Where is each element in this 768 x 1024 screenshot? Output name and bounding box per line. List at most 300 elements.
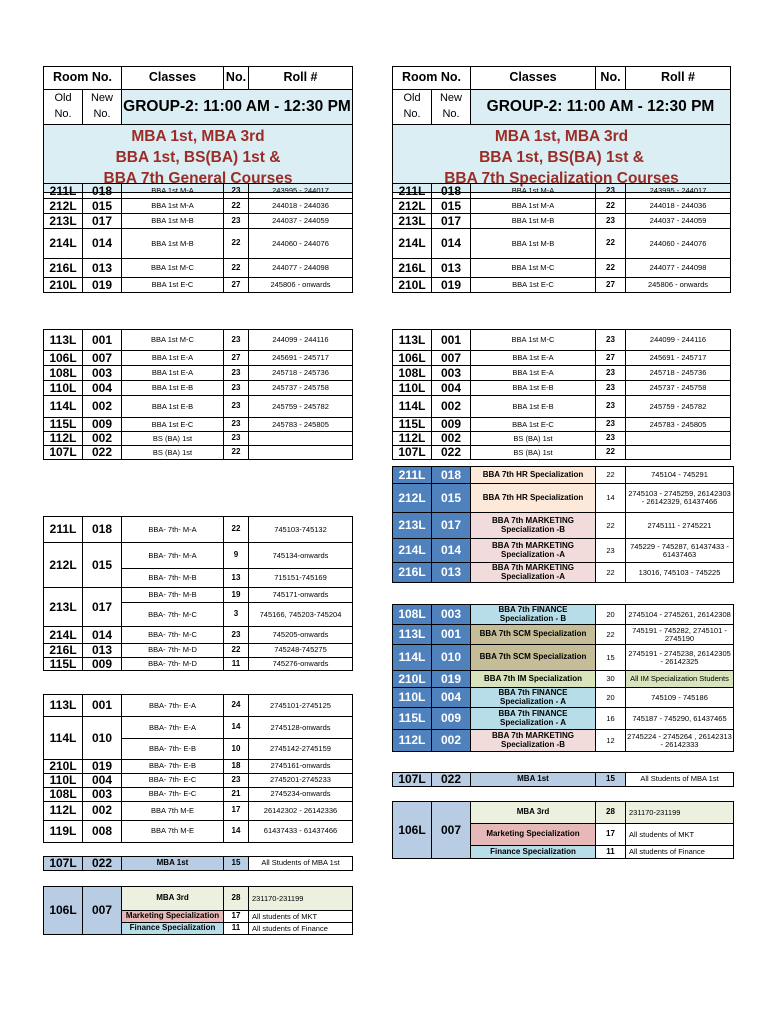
student-count: 11 [224,923,249,935]
roll-range: All students of MKT [626,824,734,846]
right-title-line3: BBA 7th Specialization Courses [444,169,679,187]
new-room-no: 002 [432,432,471,446]
student-count: 22 [224,259,249,278]
table-row [44,773,353,787]
table-row [393,645,734,671]
class-name: BBA 7th FINANCE Specialization - B [471,605,596,625]
class-name: BBA- 7th- E-B [122,739,224,760]
old-room-no: 107L [44,446,83,460]
student-count: 22 [596,199,626,214]
new-room-no: 022 [83,857,122,871]
class-name: BBA- 7th- E-A [122,717,224,739]
table-row [44,259,353,278]
student-count: 27 [224,351,249,366]
student-count: 23 [224,366,249,381]
right-title-line1: MBA 1st, MBA 3rd [494,128,629,145]
student-count: 23 [224,330,249,351]
student-count: 21 [224,787,249,801]
student-count: 20 [596,688,626,708]
roll-range: 61437433 - 61437466 [249,820,353,842]
roll-range: 745276-onwards [249,657,353,671]
student-count: 22 [596,563,626,583]
new-room-no: 003 [432,366,471,381]
old-room-no: 212L [44,199,83,214]
no-label: No. [596,67,626,90]
student-count: 16 [596,708,626,730]
classes-label: Classes [471,67,596,90]
left-mba3 [43,886,352,935]
table-row [44,184,353,199]
new-no-label: New No. [83,90,122,125]
table-row [393,351,731,366]
table-row [44,418,353,432]
old-room-no: 112L [44,801,83,820]
table-row [44,396,353,418]
mba3-table [43,886,353,935]
new-room-no: 014 [83,229,122,259]
student-count: 23 [224,396,249,418]
new-room-no: 004 [83,773,122,787]
right-mba3 [392,801,733,859]
class-name: MBA 1st [122,857,224,871]
student-count: 15 [224,857,249,871]
old-room-no: 214L [393,229,432,259]
table-row [393,625,734,645]
class-name: Marketing Specialization [471,824,596,846]
student-count: 22 [224,199,249,214]
old-room-no: 210L [393,671,432,688]
old-room-no: 108L [393,605,432,625]
student-count: 22 [596,513,626,539]
student-count: 15 [596,773,626,787]
roll-range: 745109 - 745186 [626,688,734,708]
roll-range: 244060 - 244076 [249,229,353,259]
old-room-no: 110L [393,381,432,396]
table-row [393,214,731,229]
class-name: BBA- 7th- M-A [122,543,224,569]
roll-range: 243995 - 244017 [249,184,353,199]
no-label: No. [224,67,249,90]
student-count: 22 [596,446,626,460]
class-name: BBA 7th HR Specialization [471,484,596,513]
old-room-no: 112L [393,730,432,752]
class-name: BBA 1st M-A [471,199,596,214]
table-row [393,802,734,824]
new-room-no: 013 [83,644,122,658]
new-room-no: 009 [432,708,471,730]
student-count: 23 [224,773,249,787]
mba3-table [392,801,734,859]
roll-range: All Students of MBA 1st [626,773,734,787]
class-name: BBA 1st M-A [122,199,224,214]
old-room-no: 214L [44,229,83,259]
class-name: BBA 1st E-C [122,418,224,432]
class-name: BBA- 7th- M-C [122,627,224,644]
roll-range: 2745103 - 2745259, 26142303 - 26142329, 61437466 [626,484,734,513]
right-mba1 [392,772,733,787]
old-room-no: 115L [44,418,83,432]
new-room-no: 017 [83,214,122,229]
new-room-no: 002 [432,396,471,418]
group-time: GROUP-2: 11:00 AM - 12:30 PM [471,90,731,125]
roll-range: 745229 - 745287, 61437433 - 61437463 [626,539,734,563]
table-row [44,627,353,644]
table-row [393,184,731,199]
new-room-no: 019 [432,671,471,688]
old-room-no: 113L [393,625,432,645]
old-room-no: 213L [393,513,432,539]
roll-range: 745205-onwards [249,627,353,644]
table-row [44,278,353,293]
old-room-no: 212L [393,484,432,513]
old-no-label: Old No. [44,90,83,125]
old-room-no: 119L [44,820,83,842]
right-header-grid [392,66,731,193]
old-room-no: 112L [44,432,83,446]
right-spec-1 [392,466,733,583]
table-row [44,543,353,569]
class-name: BBA 7th MARKETING Specialization -A [471,563,596,583]
class-name: BBA- 7th- M-B [122,588,224,603]
old-room-no: 110L [393,688,432,708]
roll-range: 2745191 - 2745238, 26142305 - 26142325 [626,645,734,671]
old-room-no: 216L [393,563,432,583]
class-name: BBA 1st M-B [122,229,224,259]
roll-range: 245691 - 245717 [626,351,731,366]
table-row [393,467,734,484]
student-count: 22 [224,517,249,543]
student-count: 10 [224,739,249,760]
table-row [393,259,731,278]
student-count: 24 [224,695,249,717]
new-room-no: 017 [83,588,122,627]
table-row [44,588,353,603]
student-count: 23 [596,330,626,351]
new-no-label: New No. [432,90,471,125]
student-count: 13 [224,569,249,588]
roll-range: 245737 - 245758 [626,381,731,396]
table-row [393,730,734,752]
class-name: BBA 7th FINANCE Specialization - A [471,688,596,708]
student-count: 3 [224,603,249,627]
group-time: GROUP-2: 11:00 AM - 12:30 PM [122,90,353,125]
roll-range: 745166, 745203-745204 [249,603,353,627]
new-room-no: 014 [432,539,471,563]
left-mba1 [43,856,352,871]
new-room-no: 007 [83,351,122,366]
new-room-no: 019 [83,278,122,293]
table-row [393,671,734,688]
student-count: 23 [596,396,626,418]
table-row [393,539,734,563]
new-room-no: 008 [83,820,122,842]
class-name: BBA 7th MARKETING Specialization -A [471,539,596,563]
old-room-no: 114L [393,645,432,671]
old-room-no: 214L [393,539,432,563]
block_d-table [43,694,353,843]
student-count: 12 [596,730,626,752]
roll-range: 245691 - 245717 [249,351,353,366]
new-room-no: 003 [83,366,122,381]
roll-range: 245806 - onwards [249,278,353,293]
class-name: BBA 1st E-A [471,366,596,381]
table-row [393,229,731,259]
classes-label: Classes [122,67,224,90]
class-name: BBA- 7th- M-D [122,644,224,658]
class-name: BBA 1st E-A [471,351,596,366]
right_spec1-table [392,466,734,583]
table-row [44,381,353,396]
new-room-no: 014 [432,229,471,259]
student-count: 14 [224,717,249,739]
roll-range [249,432,353,446]
class-name: BBA 1st E-C [471,418,596,432]
class-name: BBA- 7th- E-C [122,773,224,787]
class-name: BBA 1st M-C [122,330,224,351]
roll-range: 244018 - 244036 [626,199,731,214]
old-room-no: 114L [44,396,83,418]
right-spec-2 [392,604,733,752]
new-room-no: 001 [432,625,471,645]
student-count: 22 [224,644,249,658]
new-room-no: 013 [432,259,471,278]
table-row [44,351,353,366]
old-room-no: 210L [44,760,83,774]
roll-label: Roll # [626,67,731,90]
old-room-no: 211L [393,467,432,484]
mba1-table [43,856,353,871]
class-name: BBA 7th MARKETING Specialization -B [471,513,596,539]
student-count: 15 [596,645,626,671]
roll-range: 26142302 - 26142336 [249,801,353,820]
left-block-a [43,183,352,293]
old-room-no: 213L [44,588,83,627]
block_b-table [43,329,353,460]
roll-range: 2745128-onwards [249,717,353,739]
old-room-no: 114L [44,717,83,760]
table-row [393,418,731,432]
old-room-no: 106L [44,351,83,366]
old-room-no: 216L [44,644,83,658]
new-room-no: 007 [83,887,122,935]
new-room-no: 015 [83,543,122,588]
roll-range: 245759 - 245782 [626,396,731,418]
student-count: 22 [224,229,249,259]
mba1-table [392,772,734,787]
student-count: 9 [224,543,249,569]
roll-range: All students of Finance [249,923,353,935]
new-room-no: 007 [432,351,471,366]
old-room-no: 107L [393,773,432,787]
old-room-no: 213L [44,214,83,229]
old-room-no: 211L [393,184,432,199]
table-row [393,773,734,787]
roll-range: 231170-231199 [249,887,353,911]
class-name: BS (BA) 1st [471,432,596,446]
class-name: BBA- 7th- M-A [122,517,224,543]
roll-range: 2745224 - 2745264 , 26142313 - 26142333 [626,730,734,752]
roll-range: 715151-745169 [249,569,353,588]
new-room-no: 002 [83,432,122,446]
student-count: 23 [596,418,626,432]
roll-range: All IM Specialization Students [626,671,734,688]
right-title-line2: BBA 1st, BS(BA) 1st & [479,148,644,166]
old-room-no: 110L [44,773,83,787]
new-room-no: 022 [432,773,471,787]
class-name: Marketing Specialization [122,911,224,923]
student-count: 27 [224,278,249,293]
class-name: BBA 1st E-B [122,381,224,396]
student-count: 30 [596,671,626,688]
old-room-no: 106L [393,351,432,366]
left-block-d [43,694,352,843]
roll-range: All Students of MBA 1st [249,857,353,871]
student-count: 22 [224,446,249,460]
roll-range: 2745142-2745159 [249,739,353,760]
old-room-no: 115L [44,657,83,671]
room-no-label: Room No. [393,67,471,90]
left-header-grid [43,66,353,193]
class-name: BBA 7th HR Specialization [471,467,596,484]
old-room-no: 112L [393,432,432,446]
table-row [44,820,353,842]
old-room-no: 212L [44,543,83,588]
roll-range: 2745234-onwards [249,787,353,801]
class-name: BBA 1st M-A [471,184,596,199]
new-room-no: 001 [83,330,122,351]
table-row [44,717,353,739]
new-room-no: 013 [432,563,471,583]
left-block-b [43,329,352,460]
table-row [393,446,731,460]
table-row [44,366,353,381]
table-row [44,887,353,911]
table-row [393,605,734,625]
new-room-no: 018 [432,184,471,199]
new-room-no: 019 [432,278,471,293]
class-name: BBA- 7th- E-C [122,787,224,801]
roll-range [626,432,731,446]
student-count: 23 [224,184,249,199]
table-row [44,330,353,351]
table-row [44,199,353,214]
new-room-no: 015 [83,199,122,214]
old-room-no: 213L [393,214,432,229]
old-room-no: 107L [44,857,83,871]
new-room-no: 007 [432,802,471,859]
new-room-no: 001 [83,695,122,717]
student-count: 23 [224,381,249,396]
class-name: BBA 1st M-C [471,259,596,278]
roll-range: All students of Finance [626,846,734,859]
class-name: BBA 7th FINANCE Specialization - A [471,708,596,730]
student-count: 23 [596,539,626,563]
old-room-no: 108L [44,787,83,801]
table-row [393,513,734,539]
student-count: 28 [596,802,626,824]
roll-range: 244037 - 244059 [626,214,731,229]
new-room-no: 019 [83,760,122,774]
table-row [44,787,353,801]
left-block-c [43,516,352,671]
new-room-no: 002 [432,730,471,752]
class-name: BBA 1st E-C [122,278,224,293]
table-row [44,214,353,229]
student-count: 23 [224,214,249,229]
student-count: 20 [596,605,626,625]
new-room-no: 018 [432,467,471,484]
table-row [44,760,353,774]
old-room-no: 113L [44,330,83,351]
new-room-no: 018 [83,517,122,543]
roll-range: 244060 - 244076 [626,229,731,259]
roll-range: 745248-745275 [249,644,353,658]
new-room-no: 022 [432,446,471,460]
block_b-table [392,329,731,460]
new-room-no: 017 [432,513,471,539]
class-name: MBA 1st [471,773,596,787]
block_a-table [43,183,353,293]
student-count: 19 [224,588,249,603]
new-room-no: 010 [83,717,122,760]
new-room-no: 017 [432,214,471,229]
roll-range: 745171-onwards [249,588,353,603]
class-name: BBA 1st E-B [471,381,596,396]
left-title-line2: BBA 1st, BS(BA) 1st & [115,148,281,166]
class-name: BBA- 7th- E-B [122,760,224,774]
old-room-no: 113L [393,330,432,351]
right-header [392,66,730,193]
roll-range: 745134-onwards [249,543,353,569]
left-title-line1: MBA 1st, MBA 3rd [131,128,265,145]
class-name: BBA 1st E-B [471,396,596,418]
class-name: Finance Specialization [471,846,596,859]
class-name: BBA 7th MARKETING Specialization -B [471,730,596,752]
roll-range [626,446,731,460]
class-name: BBA 1st M-B [471,229,596,259]
class-name: BS (BA) 1st [122,432,224,446]
student-count: 14 [596,484,626,513]
class-name: Finance Specialization [122,923,224,935]
student-count: 17 [596,824,626,846]
table-row [393,366,731,381]
new-room-no: 004 [83,381,122,396]
roll-range: 245783 - 245805 [626,418,731,432]
table-row [393,381,731,396]
new-room-no: 003 [432,605,471,625]
table-row [44,644,353,658]
old-room-no: 210L [44,278,83,293]
class-name: BBA 1st M-A [122,184,224,199]
new-room-no: 014 [83,627,122,644]
student-count: 23 [224,432,249,446]
roll-range: All students of MKT [249,911,353,923]
student-count: 11 [224,657,249,671]
roll-range: 244077 - 244098 [626,259,731,278]
old-room-no: 210L [393,278,432,293]
new-room-no: 013 [83,259,122,278]
class-name: BBA 7th M-E [122,801,224,820]
new-room-no: 015 [432,199,471,214]
roll-range: 2745101-2745125 [249,695,353,717]
old-room-no: 108L [393,366,432,381]
block_c-table [43,516,353,671]
class-name: BBA 7th IM Specialization [471,671,596,688]
new-room-no: 018 [83,184,122,199]
old-room-no: 115L [393,418,432,432]
old-room-no: 113L [44,695,83,717]
old-room-no: 216L [393,259,432,278]
